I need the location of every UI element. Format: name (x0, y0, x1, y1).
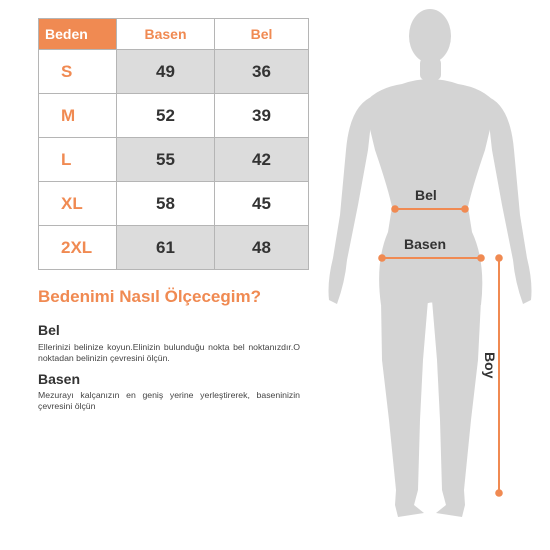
bel-value: 39 (215, 94, 309, 138)
body-silhouette (329, 9, 532, 517)
basen-value: 61 (117, 226, 215, 270)
size-label: 2XL (39, 226, 117, 270)
size-label: L (39, 138, 117, 182)
bel-value: 36 (215, 50, 309, 94)
bel-heading: Bel (38, 322, 60, 338)
size-label: M (39, 94, 117, 138)
boy-label: Boy (482, 352, 498, 379)
basen-instructions: Mezurayı kalçanızın en geniş yerine yerleştirerek, baseninizin çevresini ölçün (38, 390, 300, 411)
guide-title: Bedenimi Nasıl Ölçecegim? (38, 287, 261, 306)
header-beden: Beden (39, 19, 117, 50)
basen-value: 52 (117, 94, 215, 138)
size-label: XL (39, 182, 117, 226)
basen-label: Basen (404, 236, 447, 252)
bel-label: Bel (415, 187, 437, 203)
bel-value: 45 (215, 182, 309, 226)
basen-heading: Basen (38, 371, 81, 387)
bel-value: 48 (215, 226, 309, 270)
bel-value: 42 (215, 138, 309, 182)
size-label: S (39, 50, 117, 94)
basen-value: 55 (117, 138, 215, 182)
basen-value: 49 (117, 50, 215, 94)
basen-value: 58 (117, 182, 215, 226)
header-bel: Bel (215, 19, 309, 50)
header-basen: Basen (117, 19, 215, 50)
bel-instructions: Ellerinizi belinize koyun.Elinizin bulunduğu nokta bel noktanızdır.O noktadan belinizin çevresini ölçün. (38, 342, 300, 363)
